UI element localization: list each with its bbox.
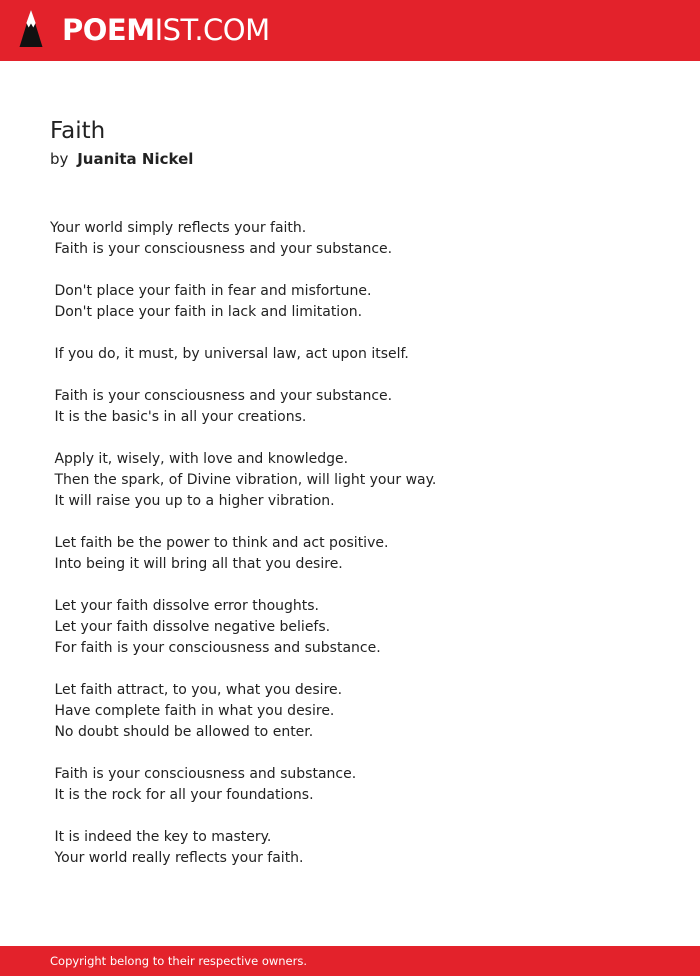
poem-line: Have complete faith in what you desire. — [50, 703, 335, 719]
stanza — [50, 533, 650, 575]
pencil-icon — [18, 9, 44, 51]
stanza — [50, 218, 650, 260]
by-label: by — [50, 150, 69, 168]
stanza — [50, 596, 650, 659]
poem-line: Let your faith dissolve error thoughts. — [50, 598, 320, 614]
stanza — [50, 281, 650, 323]
poem-line: Your world simply reflects your faith. — [50, 220, 307, 236]
footer-bar — [0, 946, 700, 976]
poem-line: Your world really reflects your faith. — [50, 850, 304, 866]
poem-line: Then the spark, of Divine vibration, will light your way. — [50, 472, 437, 488]
poem-line: Let your faith dissolve negative beliefs. — [50, 619, 331, 635]
site-logo[interactable] — [18, 9, 270, 51]
poem-body — [50, 218, 650, 890]
poem-line: Faith is your consciousness and substance. — [50, 766, 357, 782]
poem-line: Apply it, wisely, with love and knowledge. — [50, 451, 349, 467]
poem-line: Don't place your faith in lack and limitation. — [50, 304, 363, 320]
poem-line: It will raise you up to a higher vibration. — [50, 493, 335, 509]
logo-text-light: IST.COM — [154, 13, 270, 47]
poem-line: No doubt should be allowed to enter. — [50, 724, 314, 740]
logo-text-bold: POEM — [62, 13, 155, 47]
poem-line: It is the rock for all your foundations. — [50, 787, 314, 803]
poem-line: If you do, it must, by universal law, act upon itself. — [50, 346, 409, 362]
top-bar — [0, 0, 700, 61]
byline — [50, 148, 193, 170]
poem-line: Faith is your consciousness and your substance. — [50, 241, 393, 257]
poem-line: For faith is your consciousness and substance. — [50, 640, 381, 656]
poem-line: Faith is your consciousness and your substance. — [50, 388, 393, 404]
stanza — [50, 764, 650, 806]
poem-line: Don't place your faith in fear and misfortune. — [50, 283, 372, 299]
logo-wordmark — [62, 9, 270, 51]
stanza — [50, 449, 650, 512]
author-name[interactable]: Juanita Nickel — [77, 150, 194, 168]
stanza — [50, 344, 650, 365]
poem-line: It is indeed the key to mastery. — [50, 829, 272, 845]
poem-line: It is the basic's in all your creations. — [50, 409, 307, 425]
poem-title: Faith — [50, 118, 106, 144]
copyright-text: Copyright belong to their respective owners. — [50, 954, 308, 968]
stanza — [50, 680, 650, 743]
poem-line: Let faith attract, to you, what you desire. — [50, 682, 343, 698]
poem-line: Into being it will bring all that you desire. — [50, 556, 343, 572]
stanza — [50, 386, 650, 428]
poem-line: Let faith be the power to think and act positive. — [50, 535, 389, 551]
stanza — [50, 827, 650, 869]
